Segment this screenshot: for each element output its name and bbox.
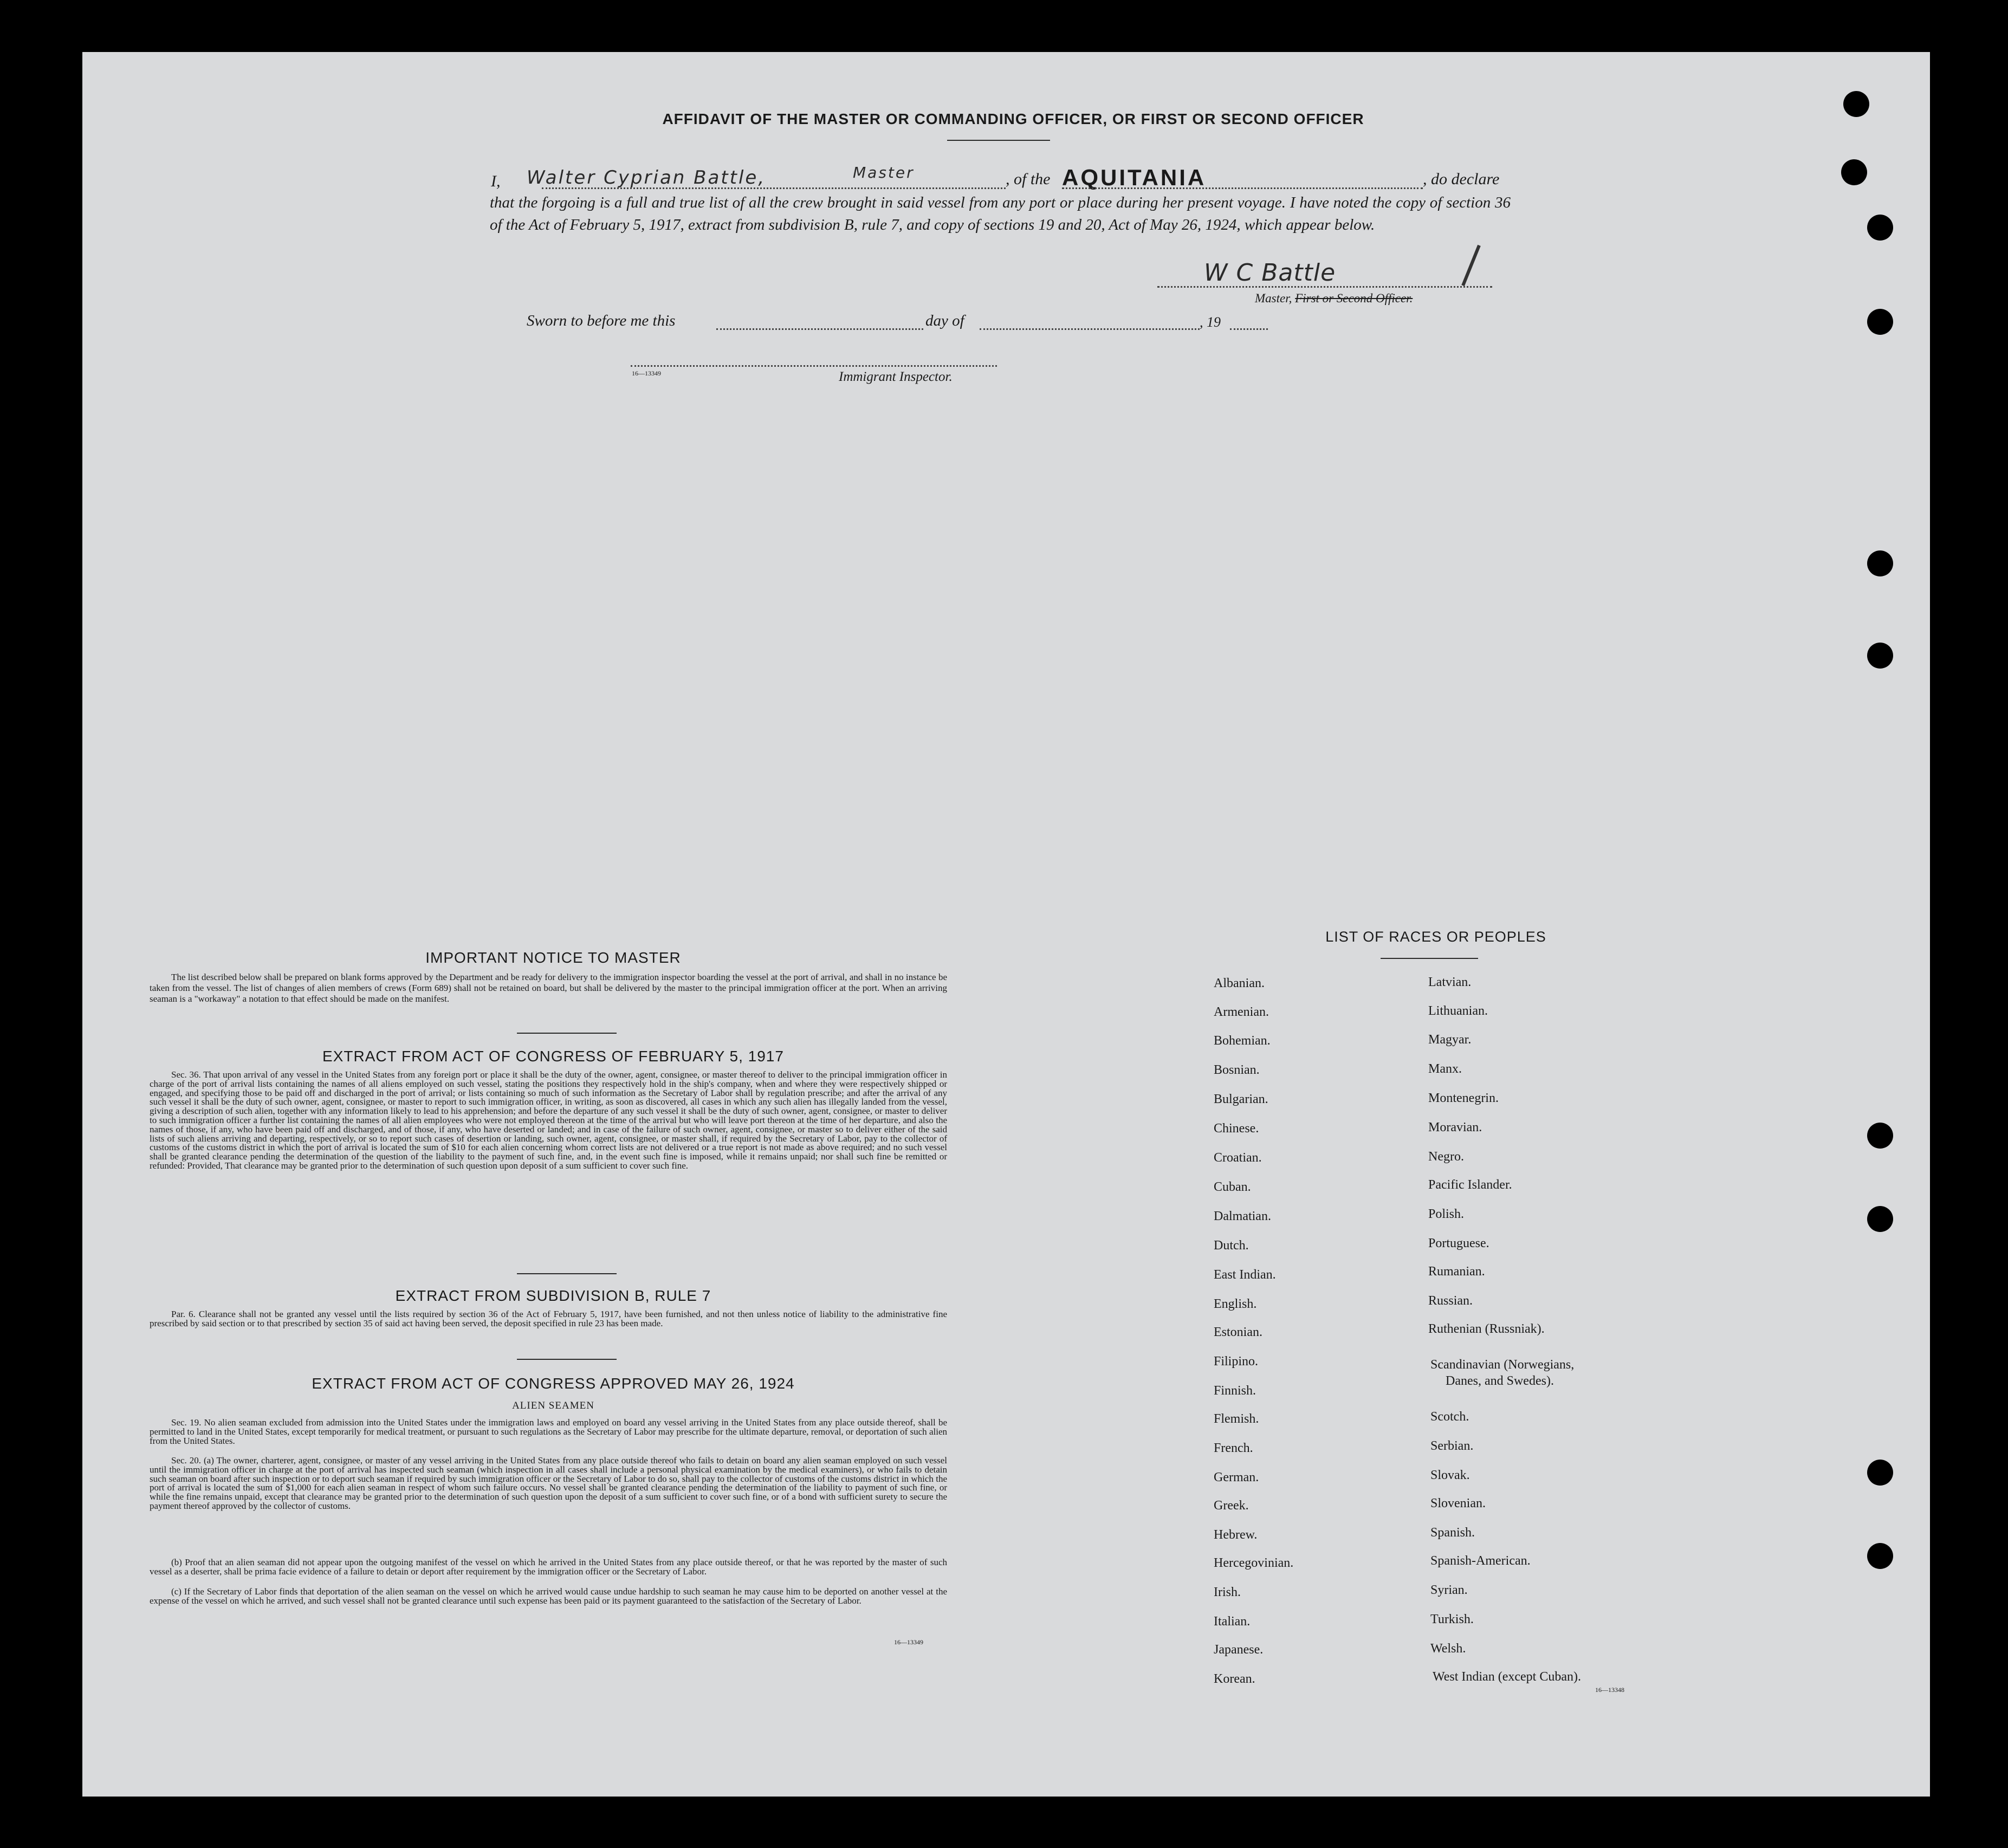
affidavit-form-number: 16—13349 [632, 369, 661, 377]
punch-hole [1867, 1460, 1893, 1486]
race-item: East Indian. [1214, 1268, 1276, 1282]
name-underline [542, 187, 1006, 189]
sworn-day-of: day of [925, 312, 964, 329]
race-item: English. [1214, 1297, 1257, 1311]
race-item: Slovenian. [1430, 1496, 1486, 1510]
race-item: West Indian (except Cuban). [1433, 1670, 1581, 1684]
of-the-label: , of the [1006, 170, 1051, 188]
race-item: Hercegovinian. [1214, 1556, 1294, 1570]
do-declare-label: , do declare [1423, 170, 1500, 188]
punch-hole [1867, 1206, 1893, 1232]
race-item: Latvian. [1428, 975, 1472, 989]
race-item: Scandinavian (Norwegians, [1430, 1358, 1575, 1372]
race-item: Croatian. [1214, 1151, 1262, 1165]
extract-1924-sec20a: Sec. 20. (a) The owner, charterer, agent, consignee, or master of any vessel arriving in the United States from any place outside thereof who fails to detain on board any alien seaman employed on such vessel until the immigration officer in charge at the port of arrival has inspected such seaman (which inspection in all cases shall include a personal physical examination by the medical examiners), or who fails to detain such seaman on board after such inspection or to deport such seaman if required by such immigration officer or the Secretary of Labor to do so, shall pay to the collector of customs of the customs district in which the port of arrival is located the sum of $1,000 for each alien seaman in respect of whom such failure occurs. No vessel shall be granted clearance pending the determination of the liability to payment of such fine, or while the fine remains unpaid, except that clearance may be granted prior to the determination of such question upon the deposit of a sum sufficient to cover such fine, or of a bond with sufficient surety to secure the payment thereof approved by the collector of customs. [150, 1455, 947, 1511]
race-item: Spanish-American. [1430, 1554, 1531, 1568]
extract-1924-title: EXTRACT FROM ACT OF CONGRESS APPROVED MAY 26, 1924 [312, 1375, 795, 1392]
extract-1924-subtitle: ALIEN SEAMEN [512, 1400, 594, 1411]
vessel-underline [1062, 187, 1423, 189]
race-item: Magyar. [1428, 1033, 1472, 1047]
race-item: Bohemian. [1214, 1034, 1271, 1048]
sworn-month-blank [980, 328, 1200, 330]
affidavit-title: AFFIDAVIT OF THE MASTER OR COMMANDING OFFICER, OR FIRST OR SECOND OFFICER [662, 111, 1364, 127]
race-item: Filipino. [1214, 1354, 1259, 1369]
master-name-handwritten: Walter Cyprian Battle, [527, 167, 766, 189]
race-item: Welsh. [1430, 1642, 1466, 1656]
race-item: Spanish. [1430, 1526, 1475, 1540]
divider [517, 1273, 617, 1274]
race-item: Turkish. [1430, 1612, 1474, 1626]
race-item: Cuban. [1214, 1180, 1251, 1194]
sworn-day-blank [716, 328, 923, 330]
extract-1917-body: Sec. 36. That upon arrival of any vessel in the United States from any foreign port or place it shall be the duty of the owner, agent, consignee, or master thereof to deliver to the principal immigration officer in charge of the port of arrival lists containing the names of all aliens employed on such vessel, stating the positions they respectively hold in the ship's company, when and where they were respectively shipped or engaged, and specifying those to be paid off and discharged in the port of arrival; or lists containing so much of such information as the Secretary of Labor shall by regulation prescribe; and after the arrival of any such vessel it shall be the duty of such owner, agent, consignee, or master to report to such immigration officer, in writing, as soon as discovered, all cases in which any such alien has illegally landed from the vessel, giving a description of such alien, together with any information likely to lead to his apprehension; and before the departure of any such vessel it shall be the duty of such owner, agent, consignee, or master to deliver to such immigration officer a further list containing the names of all alien employees who were not employed thereon at the time of the arrival but who will leave port thereon at the time of her departure, and also the names of those, if any, who have been paid off and discharged, and of those, if any, who have deserted or landed; and in case of the failure of such owner, agent, consignee, or master so to deliver either of the said lists of such aliens arriving and departing, respectively, or so to report such cases of desertion or landing, such owner, agent, consignee, or master shall, if required by the Secretary of Labor, pay to the collector of customs of the customs district in which the port of arrival is located the sum of $10 for each alien concerning whom correct lists are not delivered or a true report is not made as above required; and no such vessel shall be granted clearance pending the determination of the question of the liability to the payment of such fine, and, in the event such fine is imposed, while it remains unpaid; nor shall such fine be remitted or refunded: Provided, That clearance may be granted prior to the determination of such question upon deposit of a sum sufficient to cover such fine. [150, 1069, 947, 1171]
punch-hole [1867, 215, 1893, 241]
punch-hole [1841, 159, 1867, 185]
race-item: Scotch. [1430, 1410, 1469, 1424]
race-item: Polish. [1428, 1207, 1465, 1221]
race-item: Montenegrin. [1428, 1091, 1499, 1105]
extract-rule7-title: EXTRACT FROM SUBDIVISION B, RULE 7 [395, 1287, 711, 1304]
race-item: Danes, and Swedes). [1446, 1374, 1554, 1388]
declaration-i-label: I, [491, 172, 501, 190]
race-item: Russian. [1428, 1294, 1473, 1308]
races-form-number: 16—13348 [1595, 1686, 1624, 1694]
race-item: Negro. [1428, 1150, 1464, 1164]
race-item: Irish. [1214, 1585, 1241, 1599]
divider [517, 1359, 617, 1360]
sworn-year-blank [1230, 328, 1268, 330]
race-item: Bulgarian. [1214, 1092, 1268, 1106]
extract-rule7-body: Par. 6. Clearance shall not be granted any vessel until the lists required by section 36 of the Act of February 5, 1917, have been furnished, and not then unless notice of liability to the administrative fine prescribed by said section or to that prescribed by section 35 of said act having been served, the deposit specified in rule 23 has been made. [150, 1309, 947, 1328]
race-item: Rumanian. [1428, 1265, 1485, 1279]
punch-hole [1867, 309, 1893, 335]
inspector-caption: Immigrant Inspector. [839, 369, 953, 384]
race-item: Pacific Islander. [1428, 1178, 1512, 1192]
race-item: Italian. [1214, 1614, 1251, 1629]
race-item: Ruthenian (Russniak). [1428, 1322, 1545, 1336]
master-rank-handwritten: Master [853, 164, 915, 181]
extract-1924-sec20b: (b) Proof that an alien seaman did not appear upon the outgoing manifest of the vessel on which he arrived in the United States from any place outside thereof, or that he was reported by the master of such vessel as a deserter, shall be prima facie evidence of a failure to detain or deport after requirement by the immigration officer or the Secretary of Labor. [150, 1557, 947, 1577]
punch-hole [1867, 1123, 1893, 1149]
document-page [82, 52, 1930, 1797]
divider [947, 140, 1050, 141]
race-item: Lithuanian. [1428, 1004, 1488, 1018]
master-signature: W C Battle [1204, 259, 1336, 287]
punch-hole [1867, 643, 1893, 669]
affidavit-body: that the forgoing is a full and true list of all the crew brought in said vessel from any port or place during her present voyage. I have noted the copy of section 36 of the Act of February 5, 1917, extract from subdivision B, rule 7, and copy of sections 19 and 20, Act of May 26, 1924, which appear below. [490, 194, 1511, 234]
extract-1924-sec20c: (c) If the Secretary of Labor finds that deportation of the alien seaman on the vessel on which he arrived would cause undue hardship to such seaman he may cause him to be deported on another vessel at the expense of the vessel on which he arrived, and such vessel shall not be granted clearance until such expense has been paid or its payment guaranteed to the satisfaction of the Secretary of Labor. [150, 1586, 947, 1606]
race-item: Serbian. [1430, 1439, 1474, 1453]
race-item: French. [1214, 1441, 1253, 1455]
race-item: Finnish. [1214, 1384, 1256, 1398]
sworn-year-prefix: , 19 [1200, 314, 1221, 330]
punch-hole [1867, 550, 1893, 576]
races-title: LIST OF RACES OR PEOPLES [1325, 929, 1546, 945]
race-item: German. [1214, 1470, 1259, 1484]
race-item: Greek. [1214, 1499, 1249, 1513]
race-item: Armenian. [1214, 1005, 1269, 1019]
race-item: Dalmatian. [1214, 1209, 1271, 1223]
extract-1924-sec19: Sec. 19. No alien seaman excluded from admission into the United States under the immigration laws and employed on board any vessel arriving in the United States from any place outside thereof, shall be permitted to land in the United States, except temporarily for medical treatment, or pursuant to such regulations as the Secretary of Labor may prescribe for the ultimate departure, removal, or deportation of such alien from the United States. [150, 1417, 947, 1446]
vessel-name-stamp: AQUITANIA [1062, 165, 1207, 190]
race-item: Portuguese. [1428, 1236, 1489, 1250]
punch-hole [1867, 1543, 1893, 1569]
notice-body: The list described below shall be prepared on blank forms approved by the Department and be ready for delivery to the immigration inspector boarding the vessel at the port of arrival, and shall in no instance be taken from the vessel. The list of changes of alien members of crews (Form 689) shall not be retained on board, but shall be delivered by the master to the principal immigration officer at the port. When an arriving seaman is a "workaway" a notation to that effect should be made on the manifest. [150, 972, 947, 1004]
punch-hole [1843, 91, 1869, 117]
race-item: Syrian. [1430, 1583, 1468, 1597]
race-item: Manx. [1428, 1062, 1462, 1076]
divider [517, 1033, 617, 1034]
race-item: Moravian. [1428, 1120, 1482, 1134]
race-item: Korean. [1214, 1672, 1255, 1686]
race-item: Bosnian. [1214, 1063, 1260, 1077]
race-item: Japanese. [1214, 1643, 1264, 1657]
extract-1917-title: EXTRACT FROM ACT OF CONGRESS OF FEBRUARY 5, 1917 [322, 1048, 784, 1065]
caption-struck-officer: First or Second Officer. [1295, 291, 1413, 305]
divider [1381, 958, 1478, 959]
inspector-signature-line [631, 365, 997, 367]
race-item: Slovak. [1430, 1468, 1470, 1482]
race-item: Flemish. [1214, 1412, 1259, 1426]
race-item: Dutch. [1214, 1239, 1249, 1253]
race-item: Estonian. [1214, 1325, 1262, 1339]
extract-form-number: 16—13349 [894, 1638, 923, 1646]
race-item: Chinese. [1214, 1121, 1259, 1136]
caption-master: Master, [1255, 291, 1292, 305]
signature-caption [1255, 291, 1413, 306]
sworn-text: Sworn to before me this [527, 312, 676, 329]
race-item: Hebrew. [1214, 1528, 1258, 1542]
signature-underline [1157, 286, 1492, 288]
notice-title: IMPORTANT NOTICE TO MASTER [425, 949, 681, 966]
race-item: Albanian. [1214, 976, 1265, 990]
